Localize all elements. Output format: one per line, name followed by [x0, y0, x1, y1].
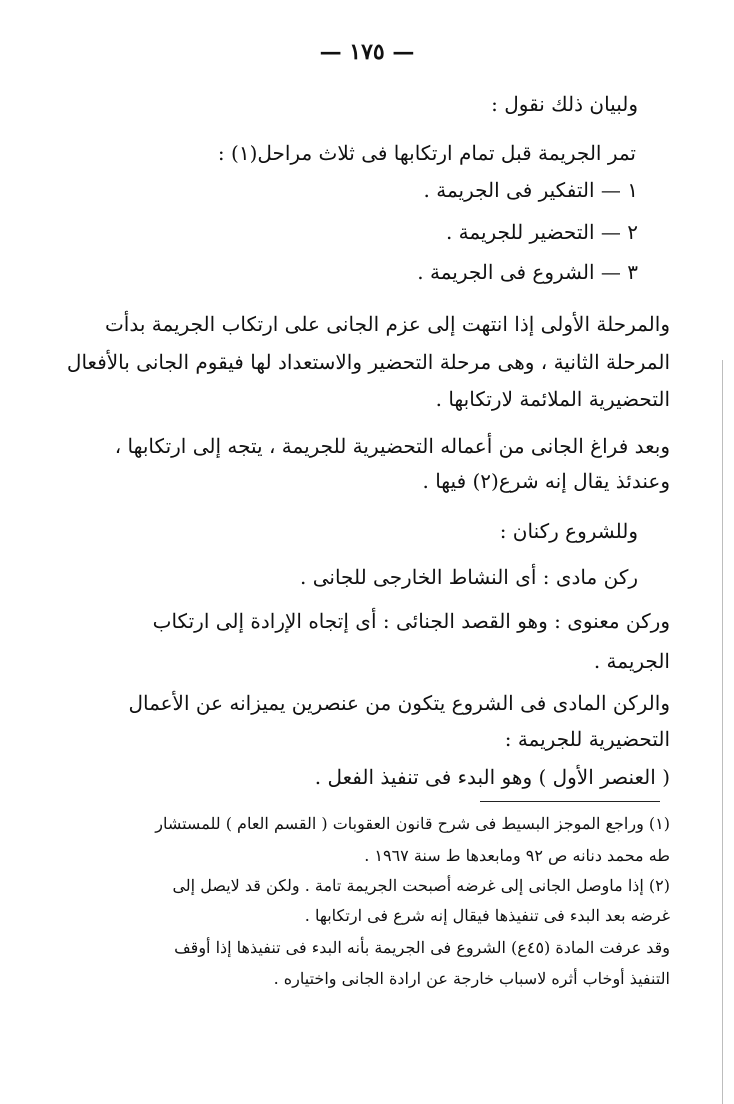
paragraph-two-elements: وللشروع ركنان :: [499, 519, 638, 543]
page-number: — ١٧٥ —: [319, 39, 415, 65]
footnote-1-line-1: (١) وراجع الموجز البسيط فى شرح قانون العقوبات ( القسم العام ) للمستشار: [155, 814, 670, 833]
footnote-1-line-2: طه محمد دنانه ص ٩٢ ومابعدها ط سنة ١٩٦٧ .: [364, 846, 670, 865]
paragraph-after-preparation-line-1: وبعد فراغ الجانى من أعماله التحضيرية للجريمة ، يتجه إلى ارتكابها ،: [114, 434, 670, 458]
paragraph-first-stage-line-1: والمرحلة الأولى إذا انتهت إلى عزم الجانى على ارتكاب الجريمة بدأت: [104, 312, 670, 336]
footnote-2-line-4: التنفيذ أوخاب أثره لاسباب خارجة عن ارادة الجانى واختياره .: [273, 969, 670, 988]
paragraph-material-attempt-line-2: التحضيرية للجريمة :: [504, 727, 670, 751]
paragraph-material-element: ركن مادى : أى النشاط الخارجى للجانى .: [300, 565, 638, 589]
footnote-2-line-3: وقد عرفت المادة (٤٥ع) الشروع فى الجريمة بأنه البدء فى تنفيذها إذا أوقف: [174, 938, 670, 957]
footnote-2-line-1: (٢) إذا ماوصل الجانى إلى غرضه أصبحت الجريمة تامة . ولكن قد لايصل إلى: [172, 876, 670, 895]
paragraph-material-attempt-line-1: والركن المادى فى الشروع يتكون من عنصرين يميزانه عن الأعمال: [128, 691, 670, 715]
list-item-preparation: ٢ — التحضير للجريمة .: [445, 220, 638, 244]
paragraph-first-stage-line-3: التحضيرية الملائمة لارتكابها .: [435, 387, 670, 411]
list-item-thinking: ١ — التفكير فى الجريمة .: [423, 178, 638, 202]
paragraph-first-stage-line-2: المرحلة الثانية ، وهى مرحلة التحضير والاستعداد لها فيقوم الجانى بالأفعال: [66, 350, 670, 374]
page-edge-line: [722, 360, 723, 1104]
paragraph-intro: ولبيان ذلك نقول :: [491, 92, 638, 116]
paragraph-moral-element-line-1: وركن معنوى : وهو القصد الجنائى : أى إتجاه الإرادة إلى ارتكاب: [152, 609, 670, 633]
paragraph-after-preparation-line-2: وعندئذ يقال إنه شرع(٢) فيها .: [422, 469, 670, 493]
paragraph-first-component: ( العنصر الأول ) وهو البدء فى تنفيذ الفعل .: [314, 765, 670, 789]
footnote-separator: [480, 801, 660, 802]
list-item-attempt: ٣ — الشروع فى الجريمة .: [417, 260, 638, 284]
paragraph-stages: تمر الجريمة قبل تمام ارتكابها فى ثلاث مراحل(١) :: [217, 141, 636, 165]
paragraph-moral-element-line-2: الجريمة .: [593, 649, 670, 673]
footnote-2-line-2: غرضه بعد البدء فى تنفيذها فيقال إنه شرع فى ارتكابها .: [304, 906, 670, 925]
